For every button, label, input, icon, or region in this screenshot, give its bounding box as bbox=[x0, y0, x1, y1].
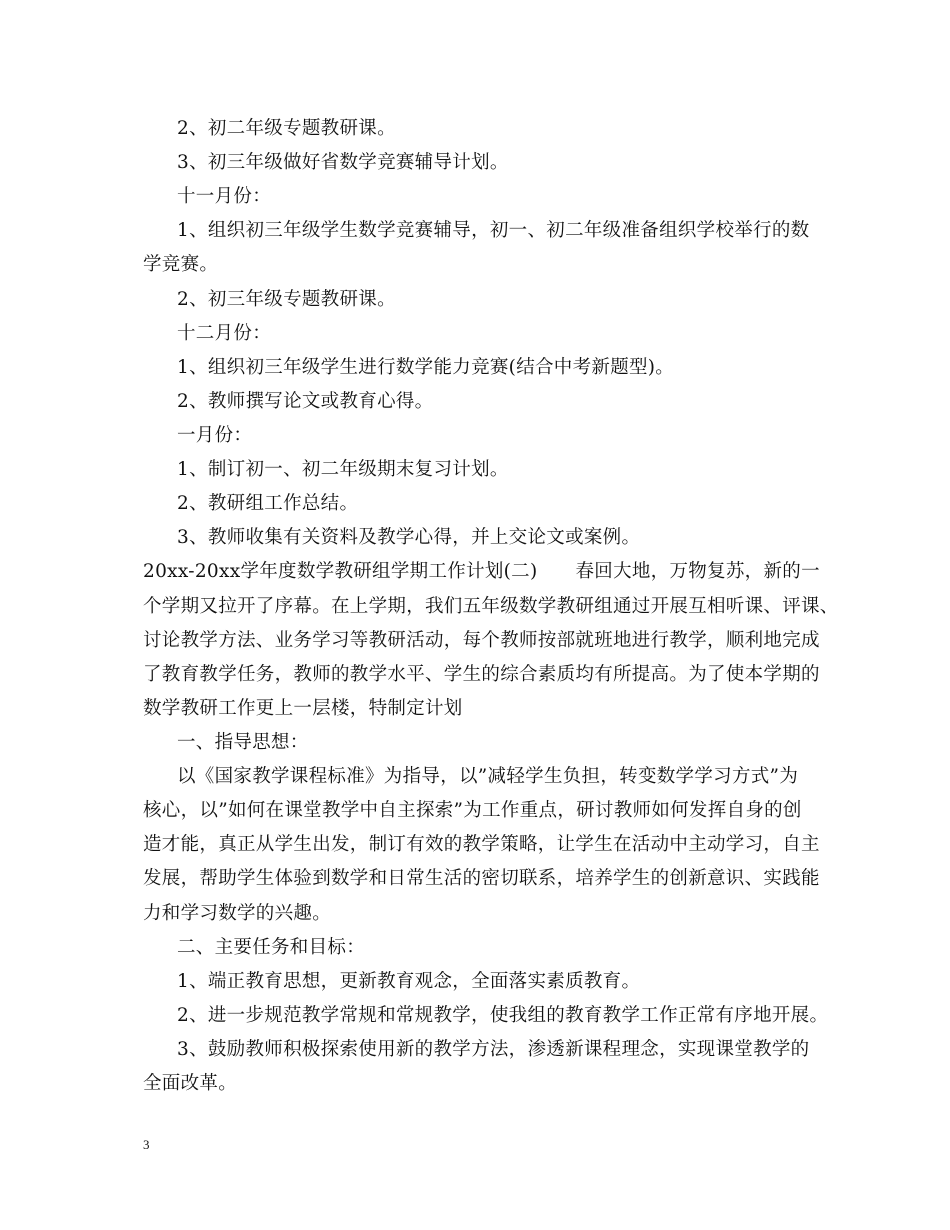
text-line: 3、教师收集有关资料及教学心得，并上交论文或案例。 bbox=[177, 527, 641, 548]
text-line: 造才能，真正从学生出发，制订有效的教学策略，让学生在活动中主动学习，自主 bbox=[143, 834, 820, 855]
text-line: 十一月份： bbox=[177, 186, 272, 207]
text-line: 1、组织初三年级学生数学竞赛辅导，初一、初二年级准备组织学校举行的数 bbox=[177, 220, 810, 241]
text-line: 3、初三年级做好省数学竞赛辅导计划。 bbox=[177, 152, 509, 173]
text-line: 讨论教学方法、业务学习等教研活动，每个教师按部就班地进行教学，顺利地完成 bbox=[143, 630, 820, 651]
text-line: 学竞赛。 bbox=[143, 254, 219, 275]
page-number: 3 bbox=[143, 1137, 150, 1152]
text-line: 以《国家教学课程标准》为指导，以”减轻学生负担，转变数学学习方式”为 bbox=[177, 766, 799, 787]
text-line: 2、教师撰写论文或教育心得。 bbox=[177, 391, 434, 412]
text-line: 2、初三年级专题教研课。 bbox=[177, 289, 396, 310]
text-line: 发展，帮助学生体验到数学和日常生活的密切联系，培养学生的创新意识、实践能 bbox=[143, 868, 820, 889]
text-line: 了教育教学任务，教师的教学水平、学生的综合素质均有所提高。为了使本学期的 bbox=[143, 664, 820, 685]
text-line: 数学教研工作更上一层楼，特制定计划 bbox=[143, 698, 463, 719]
text-line: 十二月份： bbox=[177, 323, 272, 344]
text-line: 2、进一步规范教学常规和常规教学，使我组的教育教学工作正常有序地开展。 bbox=[177, 1005, 829, 1026]
text-line: 一月份： bbox=[177, 425, 253, 446]
text-line: 1、组织初三年级学生进行数学能力竞赛(结合中考新题型)。 bbox=[177, 357, 675, 378]
text-line: 力和学习数学的兴趣。 bbox=[143, 903, 332, 924]
section-heading-line bbox=[143, 555, 823, 589]
text-line: 全面改革。 bbox=[143, 1073, 238, 1094]
plan-title: 20xx-20xx学年度数学教研组学期工作计划(二) bbox=[143, 561, 538, 582]
text-line: 1、端正教育思想，更新教育观念，全面落实素质教育。 bbox=[177, 971, 641, 992]
text-line: 1、制订初一、初二年级期末复习计划。 bbox=[177, 459, 509, 480]
text-line: 个学期又拉开了序幕。在上学期，我们五年级数学教研组通过开展互相听课、评课、 bbox=[143, 596, 839, 617]
intro-text: 春回大地，万物复苏，新的一 bbox=[575, 561, 820, 582]
text-line: 2、教研组工作总结。 bbox=[177, 493, 359, 514]
text-line: 二、主要任务和目标： bbox=[177, 937, 366, 958]
text-line: 一、指导思想： bbox=[177, 732, 309, 753]
text-line: 3、鼓励教师积极探索使用新的教学方法，渗透新课程理念，实现课堂教学的 bbox=[177, 1039, 810, 1060]
text-line: 2、初二年级专题教研课。 bbox=[177, 118, 396, 139]
text-line: 核心，以”如何在课堂教学中自主探索”为工作重点，研讨教师如何发挥自身的创 bbox=[143, 800, 802, 821]
